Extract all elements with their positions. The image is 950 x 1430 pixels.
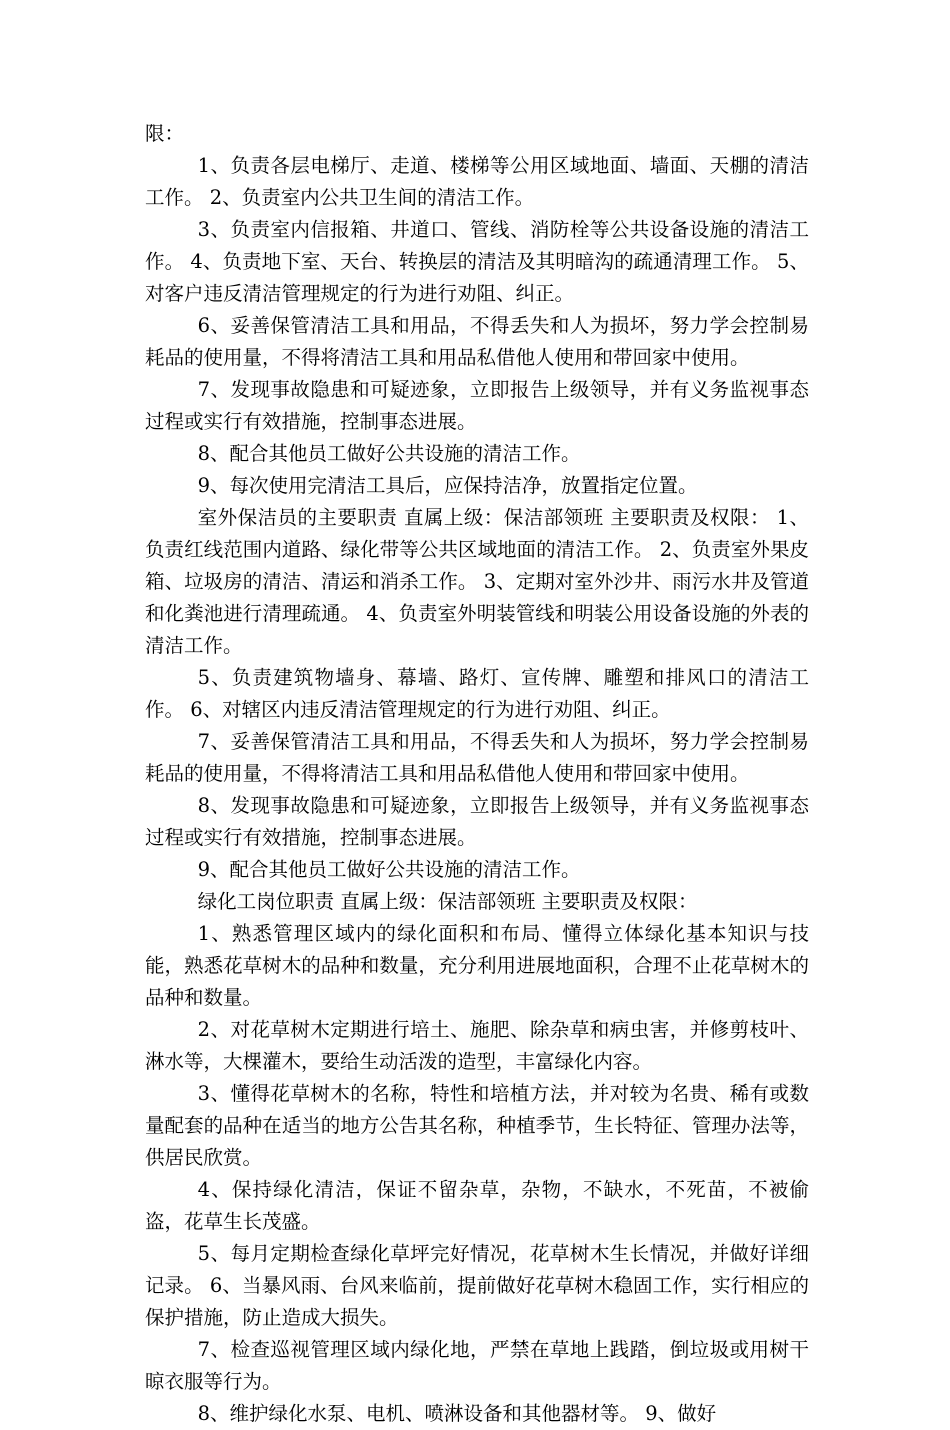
paragraph: 室外保洁员的主要职责 直属上级：保洁部领班 主要职责及权限： 1、负责红线范围内道路、绿化带等公共区域地面的清洁工作。 2、负责室外果皮箱、垃圾房的清洁、清运和消杀工作。 3、定期对室外沙井、雨污水井及管道和化粪池进行清理疏通。 4、负责室外明装管线和明装公用设备设施的外表的清洁工作。 <box>145 506 809 657</box>
document-page <box>145 118 809 1430</box>
paragraph: 限： <box>145 122 185 145</box>
paragraph: 8、发现事故隐患和可疑迹象，立即报告上级领导，并有义务监视事态过程或实行有效措施，控制事态进展。 <box>145 794 809 849</box>
paragraph: 9、配合其他员工做好公共设施的清洁工作。 <box>197 858 581 881</box>
paragraph: 8、维护绿化水泵、电机、喷淋设备和其他器材等。 9、做好 <box>197 1402 717 1425</box>
paragraph: 8、配合其他员工做好公共设施的清洁工作。 <box>197 442 581 465</box>
paragraph: 7、妥善保管清洁工具和用品，不得丢失和人为损坏，努力学会控制易耗品的使用量，不得将清洁工具和用品私借他人使用和带回家中使用。 <box>145 730 809 785</box>
paragraph: 3、懂得花草树木的名称，特性和培植方法，并对较为名贵、稀有或数量配套的品种在适当的地方公告其名称，种植季节，生长特征、管理办法等，供居民欣赏。 <box>145 1082 809 1169</box>
paragraph: 绿化工岗位职责 直属上级：保洁部领班 主要职责及权限： <box>197 890 698 913</box>
paragraph: 5、每月定期检查绿化草坪完好情况，花草树木生长情况，并做好详细记录。 6、当暴风雨、台风来临前，提前做好花草树木稳固工作，实行相应的保护措施，防止造成大损失。 <box>145 1242 809 1329</box>
paragraph: 2、对花草树木定期进行培土、施肥、除杂草和病虫害，并修剪枝叶、淋水等，大棵灌木，要给生动活泼的造型，丰富绿化内容。 <box>145 1018 809 1073</box>
paragraph: 9、每次使用完清洁工具后，应保持洁净，放置指定位置。 <box>197 474 698 497</box>
paragraph: 3、负责室内信报箱、井道口、管线、消防栓等公共设备设施的清洁工作。 4、负责地下室、天台、转换层的清洁及其明暗沟的疏通清理工作。 5、对客户违反清洁管理规定的行为进行劝阻、纠正。 <box>145 218 809 305</box>
paragraph: 4、保持绿化清洁，保证不留杂草，杂物，不缺水，不死苗，不被偷盗，花草生长茂盛。 <box>145 1178 809 1233</box>
paragraph: 1、负责各层电梯厅、走道、楼梯等公用区域地面、墙面、天棚的清洁工作。 2、负责室内公共卫生间的清洁工作。 <box>145 154 809 209</box>
paragraph: 6、妥善保管清洁工具和用品，不得丢失和人为损坏，努力学会控制易耗品的使用量，不得将清洁工具和用品私借他人使用和带回家中使用。 <box>145 314 809 369</box>
paragraph: 1、熟悉管理区域内的绿化面积和布局、懂得立体绿化基本知识与技能，熟悉花草树木的品种和数量，充分利用进展地面积，合理不止花草树木的品种和数量。 <box>145 922 809 1009</box>
paragraph: 7、检查巡视管理区域内绿化地，严禁在草地上践踏，倒垃圾或用树干晾衣服等行为。 <box>145 1338 809 1393</box>
paragraph: 7、发现事故隐患和可疑迹象，立即报告上级领导，并有义务监视事态过程或实行有效措施，控制事态进展。 <box>145 378 809 433</box>
paragraph: 5、负责建筑物墙身、幕墙、路灯、宣传牌、雕塑和排风口的清洁工作。 6、对辖区内违反清洁管理规定的行为进行劝阻、纠正。 <box>145 666 809 721</box>
